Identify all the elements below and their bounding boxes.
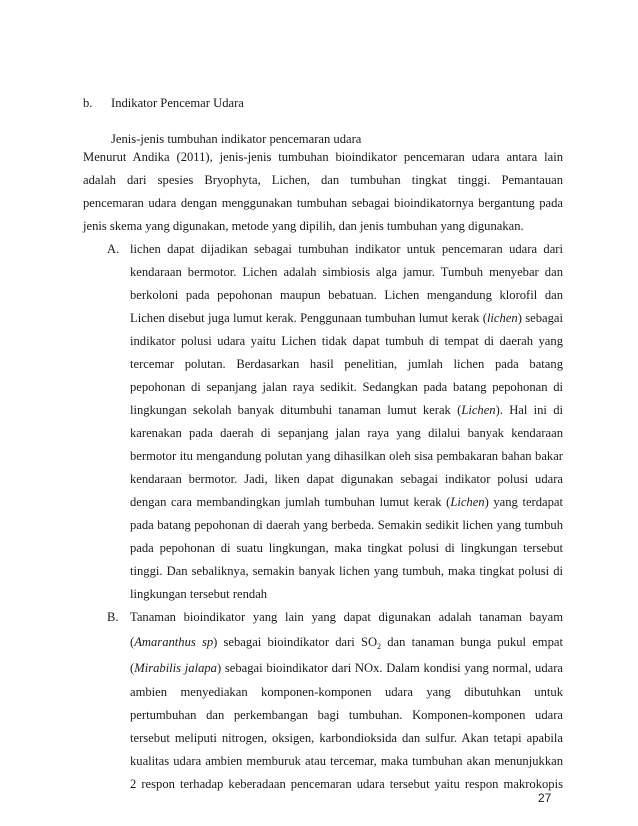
list-item-a-line: pada pepohonan di suatu lingkungan, maka tingkat polusi di lingkungan tersebut xyxy=(130,541,563,555)
page-number: 27 xyxy=(538,791,552,805)
list-item-b-line: (Amaranthus sp) sebagai bioindikator dari $SO_2$ dan tanaman bunga pukul empat xyxy=(130,635,563,651)
list-item-b-line: ambien menyediakan komponen-komponen udara yang dibutuhkan untuk xyxy=(130,685,563,699)
section-heading xyxy=(83,95,244,111)
list-item-b-line: 2 respon terhadap keberadaan pencemaran udara tersebut yaitu respon makrokopis xyxy=(130,777,563,791)
list-item-a-line: pada batang pepohonan di daerah yang berbeda. Semakin sedikit lichen yang tumbuh xyxy=(130,518,563,532)
list-item-a-line: Lichen disebut juga lumut kerak. Penggunaan tumbuhan lumut kerak (lichen) sebagai xyxy=(130,311,563,325)
list-item-b-line: kualitas udara ambien memburuk atau tercemar, maka tumbuhan akan menunjukkan xyxy=(130,754,563,768)
list-item-a-line: lingkungan sekolah banyak ditumbuhi tanaman lumut kerak (Lichen). Hal ini di xyxy=(130,403,563,417)
list-item-b-line: tersebut meliputi nitrogen, oksigen, karbondioksida dan sulfur. Akan tetapi apabila xyxy=(130,731,563,745)
subscript-2: 2 xyxy=(377,642,382,651)
list-marker-a: A. xyxy=(107,242,120,256)
list-item-a-line: dengan cara membandingkan jumlah tumbuhan lumut kerak (Lichen) yang terdapat xyxy=(130,495,563,509)
list-item-b-line: (Mirabilis jalapa) sebagai bioindikator dari NOx. Dalam kondisi yang normal, udara xyxy=(130,661,563,675)
paragraph-line: pencemaran udara dengan menggunakan tumbuhan sebagai bioindikatornya bergantung pada xyxy=(83,196,563,210)
subheading: Jenis-jenis tumbuhan indikator pencemaran udara xyxy=(111,132,362,146)
list-item-a-line: kendaraan bermotor. Lichen adalah simbiosis alga jamur. Tumbuh menyebar dan xyxy=(130,265,563,279)
list-item-a-line: kendaraan bermotor. Jadi, liken dapat digunakan sebagai indikator polusi udara xyxy=(130,472,563,486)
paragraph-line: Menurut Andika (2011), jenis-jenis tumbuhan bioindikator pencemaran udara antara lain xyxy=(83,150,563,164)
list-item-a-line: pepohonan di sepanjang jalan raya sedikit. Sedangkan pada batang pepohonan di xyxy=(130,380,563,394)
list-item-a-line: bermotor itu mengandung polutan yang dihasilkan oleh sisa pembakaran bahan bakar xyxy=(130,449,563,463)
list-item-a-line: A. lichen dapat dijadikan sebagai tumbuhan indikator untuk pencemaran udara dari xyxy=(107,242,563,256)
section-title: Indikator Pencemar Udara xyxy=(111,96,244,110)
list-item-a-line: berkoloni pada pepohonan maupun bebatuan. Lichen mengandung klorofil dan xyxy=(130,288,563,302)
list-item-a-line: tercemar polutan. Berdasarkan hasil penelitian, jumlah lichen pada batang xyxy=(130,357,563,371)
paragraph-line: adalah dari spesies Bryophyta, Lichen, dan tumbuhan tingkat tinggi. Pemantauan xyxy=(83,173,563,187)
list-item-a-line: karenakan pada daerah di sepanjang jalan raya yang dilalui banyak kendaraan xyxy=(130,426,563,440)
list-marker-b: B. xyxy=(107,610,119,624)
list-item-b-line: pertumbuhan dan perkembangan bagi tumbuhan. Komponen-komponen udara xyxy=(130,708,563,722)
section-marker: b. xyxy=(83,96,93,110)
list-item-a-line: lingkungan tersebut rendah xyxy=(130,587,268,601)
paragraph-line: jenis skema yang digunakan, metode yang dipilih, dan jenis tumbuhan yang digunakan. xyxy=(83,219,524,233)
list-item-b-line: B. Tanaman bioindikator yang lain yang dapat digunakan adalah tanaman bayam xyxy=(107,610,563,624)
list-item-a-line: indikator polusi udara yaitu Lichen tidak dapat tumbuh di tempat di daerah yang xyxy=(130,334,563,348)
list-item-a-line: tinggi. Dan sebaliknya, semakin banyak lichen yang tumbuh, maka tingkat polusi di xyxy=(130,564,563,578)
